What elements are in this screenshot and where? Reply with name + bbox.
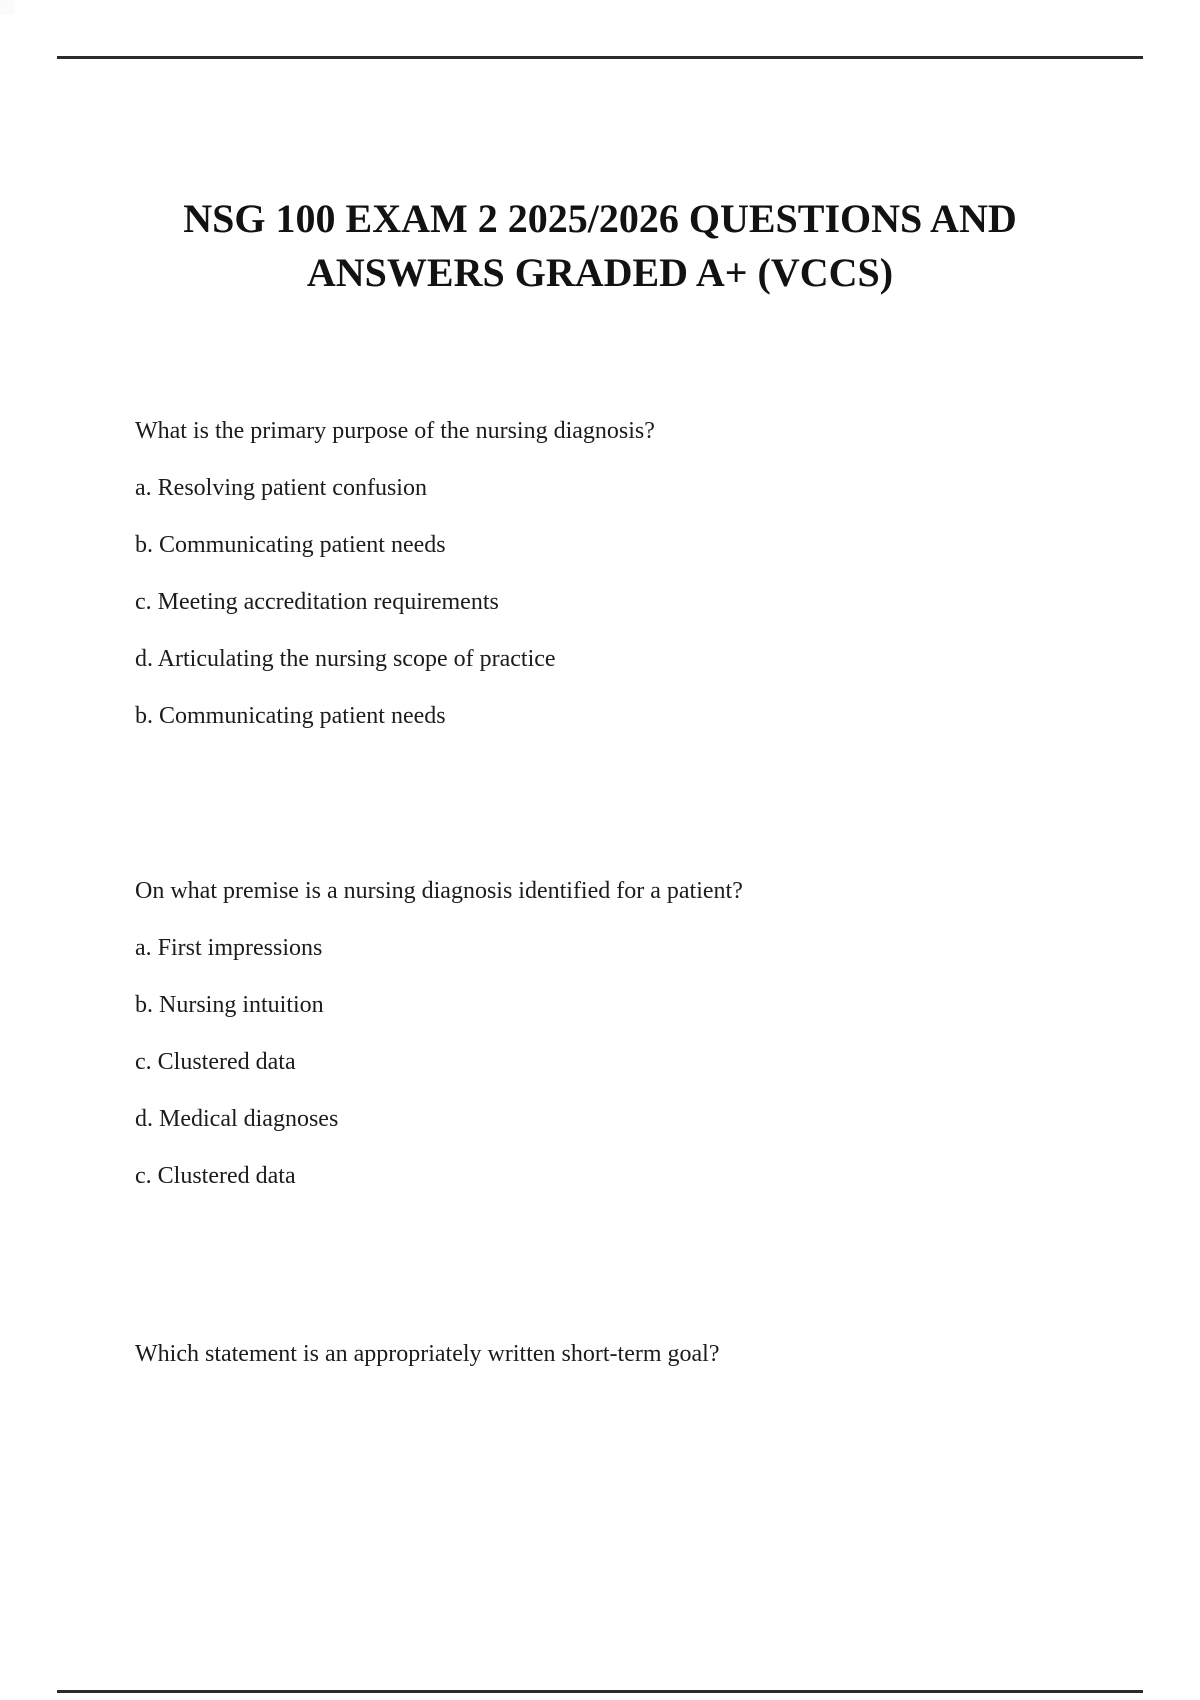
- question-1-option-c: c. Meeting accreditation requirements: [135, 589, 499, 615]
- bottom-border-rule: [57, 1690, 1143, 1693]
- document-title-line-2: ANSWERS GRADED A+ (VCCS): [306, 250, 894, 295]
- question-2-option-d: d. Medical diagnoses: [135, 1106, 339, 1132]
- question-2-text: On what premise is a nursing diagnosis identified for a patient?: [135, 878, 743, 904]
- question-1-answer: b. Communicating patient needs: [135, 703, 446, 729]
- document-title-line-1: NSG 100 EXAM 2 2025/2026 QUESTIONS AND: [183, 196, 1017, 241]
- question-1-option-d: d. Articulating the nursing scope of practice: [135, 646, 556, 672]
- question-2-option-a: a. First impressions: [135, 935, 323, 961]
- question-3-text: Which statement is an appropriately written short-term goal?: [135, 1341, 720, 1367]
- scan-corner-artifact: [0, 0, 15, 15]
- question-2-option-c: c. Clustered data: [135, 1049, 296, 1075]
- question-1-option-b: b. Communicating patient needs: [135, 532, 446, 558]
- question-2-answer: c. Clustered data: [135, 1163, 296, 1189]
- question-1-option-a: a. Resolving patient confusion: [135, 475, 427, 501]
- question-1-text: What is the primary purpose of the nursing diagnosis?: [135, 418, 655, 444]
- question-2-option-b: b. Nursing intuition: [135, 992, 324, 1018]
- question-block-2: [135, 863, 1110, 1205]
- document-title: [60, 192, 1140, 300]
- top-border-rule: [57, 56, 1143, 59]
- question-block-1: [135, 403, 1110, 745]
- question-block-3: [135, 1326, 1110, 1383]
